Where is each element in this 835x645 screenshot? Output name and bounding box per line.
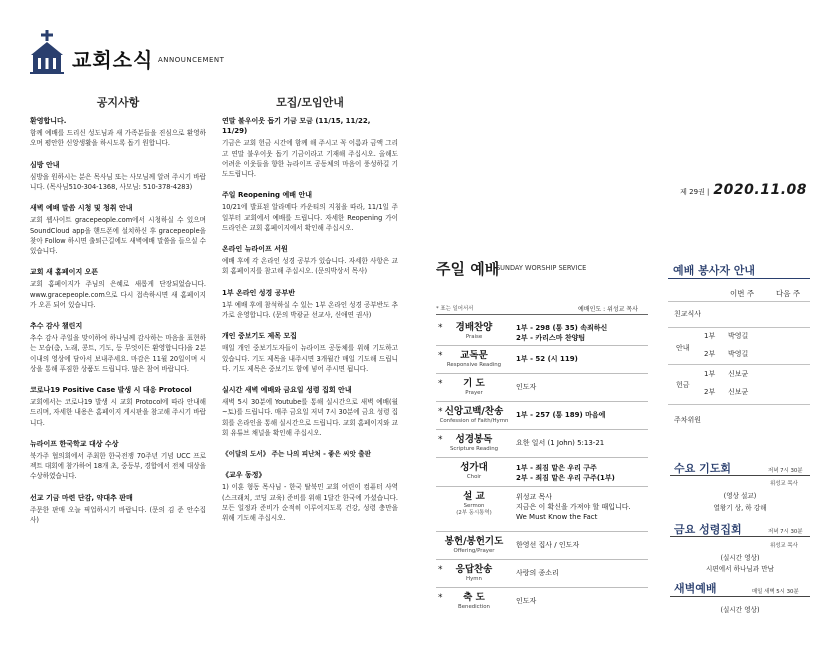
notice-body: 새벽 5시 30분에 Youtube를 통해 실시간으로 새벽 예배(월~토)를 드립니다. 매주 금요일 저녁 7시 30분에 금요 성령 집회를 온라인을 통해 실시간으로 드립니다. 교회 홈페이지와 교회 유튜브 채널을 확인해 주십시오. [222, 398, 399, 437]
divider [436, 559, 648, 560]
notice-body: 함께 예배를 드리신 성도님과 새 가족분들을 진심으로 환영하오며 평안한 신앙생활을 하시도록 돕기 원합니다. [30, 129, 206, 148]
order-item-english: Benediction [458, 604, 490, 610]
detail-line: 1부 - 298 (통 35) 속죄하신 [516, 324, 608, 332]
detail-line: We Must Know the Fact [516, 513, 598, 521]
order-item-english: Responsive Reading [446, 362, 502, 368]
usher-label: 안내 [676, 344, 690, 352]
notice-title: 교회 새 홈페이지 오픈 [30, 268, 99, 277]
column-this-week: 이번 주 [730, 289, 755, 298]
meeting-time: 저녁 7시 30분 [768, 468, 803, 474]
standing-mark: * [438, 323, 443, 333]
meeting-topic: 시편에서 하나님과 만남 [706, 565, 774, 573]
detail-line: 한영선 집사 / 인도자 [516, 541, 580, 549]
worship-subtitle: SUNDAY WORSHIP SERVICE [496, 264, 587, 272]
notice-item [222, 190, 398, 233]
meeting-topic: 열왕기 상, 하 강해 [713, 504, 767, 512]
notice-body: 주문한 판매 오늘 픽업하시기 바랍니다. (문의 김 준 안수집사) [30, 505, 206, 525]
order-item-name: 설 교 [463, 491, 485, 502]
notice-item [30, 160, 206, 193]
detail-line: 1부 - 죄짐 맡은 우리 구주 [516, 464, 597, 472]
issue-volume: 제 29권 | [680, 188, 710, 196]
notice-title: 환영합니다. [30, 117, 67, 125]
notice-body: 북가주 협의회에서 주최한 한국전쟁 70주년 기념 UCC 프로젝트 대회에 참가하여 18개 초, 중등부, 경합에서 전체 대상을 수상하였습니다. [30, 452, 206, 481]
usher-name: 박영길 [728, 350, 749, 358]
notice-title: 1부 온라인 성경 공부반 [222, 288, 296, 297]
order-item-detail [516, 354, 578, 364]
detail-line: 인도자 [516, 383, 537, 391]
notices-column [30, 116, 206, 536]
detail-line: 2부 - 카리스마 찬양팀 [516, 334, 586, 342]
notice-item [222, 449, 398, 459]
notice-item [222, 116, 398, 179]
order-item-name: 성경봉독 [455, 434, 493, 445]
notice-body: 기금은 교회 헌금 시간에 함께 해 주시고 꼭 이름과 금액 그리고 연말 불우이웃 돕기 기금이라고 기재해 주십시오. 올해도 어려운 이웃들을 향한 뉴라이프 공동체의 마음이 풍성하길 기도드립니다. [222, 139, 398, 179]
detail-line: 지금은 이 확신을 가져야 할 때입니다. [516, 503, 631, 511]
issue-date: 2020.11.08 [713, 182, 807, 198]
notice-body: 심방을 원하시는 분은 목사님 또는 사모님께 알려 주시기 바랍니다. (목사님510-304-1368, 사모님: 510-378-4283) [30, 172, 207, 192]
order-item-english: Sermon [463, 503, 485, 509]
meeting-time: 저녁 7시 30분 [768, 529, 803, 535]
order-item-detail [516, 492, 631, 522]
divider [436, 345, 648, 346]
notice-item [30, 439, 206, 482]
notice-title: 연말 불우이웃 돕기 기금 모금 (11/15, 11/22, 11/29) [222, 117, 371, 136]
order-item-detail [516, 410, 605, 420]
volunteers-title: 예배 봉사자 안내 [673, 264, 756, 277]
usher-name: 박영길 [728, 332, 749, 340]
offering-part: 2부 [704, 388, 716, 396]
standing-mark: * [438, 435, 443, 445]
volunteers-table [668, 278, 810, 434]
usher-part: 1부 [704, 332, 716, 340]
usher-part: 2부 [704, 350, 716, 358]
meeting-mode: (실시간 영상) [720, 606, 760, 614]
detail-line: 2부 - 죄짐 맡은 우리 구주(1부) [516, 474, 615, 482]
offering-part: 1부 [704, 370, 716, 378]
meeting-title: 수요 기도회 [674, 462, 731, 475]
meeting-title: 새벽예배 [674, 582, 717, 595]
divider [436, 486, 648, 487]
detail-line: 위성교 목사 [516, 493, 553, 501]
notice-title: 추수 감사 챌린지 [30, 322, 83, 331]
order-item-name: 응답찬송 [455, 564, 493, 575]
issue-info [680, 182, 807, 198]
order-item-english: Offering/Prayer [453, 548, 495, 554]
order-item-name: 경배찬양 [455, 322, 493, 333]
standing-mark: * [438, 351, 443, 361]
offering-name: 신보균 [728, 370, 749, 378]
notice-item [222, 288, 398, 321]
order-item-name: 성가대 [460, 462, 488, 473]
meeting-time: 매일 새벽 5시 30분 [752, 589, 799, 595]
notice-item [30, 385, 206, 428]
book-of-month: 《이달의 도서》 주는 나의 피난처 - 좋은 씨앗 출판 [222, 450, 371, 459]
divider [436, 373, 648, 374]
standing-mark: * [438, 565, 443, 575]
divider [668, 404, 810, 405]
page-subtitle: ANNOUNCEMENT [158, 56, 225, 64]
divider [670, 475, 810, 476]
divider [670, 596, 810, 597]
divider [436, 429, 648, 430]
standing-note: * 표는 일어서서 [436, 306, 474, 312]
order-item-english: Prayer [465, 390, 483, 396]
notice-title: 심방 안내 [30, 160, 60, 169]
worship-leader: 예배인도 : 위성교 목사 [578, 306, 638, 313]
detail-line: 1부 - 257 (통 189) 마음에 [516, 411, 606, 419]
order-item-detail [516, 540, 579, 550]
order-item-detail [516, 596, 536, 606]
notice-title: 온라인 뉴라이프 서원 [222, 245, 288, 254]
notice-item [30, 321, 206, 374]
divider [668, 364, 810, 365]
standing-mark: * [438, 593, 443, 603]
detail-line: 인도자 [516, 597, 537, 605]
meeting-mode: (실시간 영상) [720, 554, 760, 562]
notice-body: 추수 감사 주일을 맞이하여 하나님께 감사하는 마음을 표현하는 모습(춤, 노래, 콩트, 기도, 등 무엇이든 환영합니다)을 2분 이내의 영상에 담아서 보내주세요. 마감은 11월 20일이며 시상을 통해 푸짐한 상품도 드립니다. 많은 참여 바랍니다. [30, 334, 206, 373]
notice-body: 10/21에 발표된 알라메다 카운티의 지침을 따라, 11/1일 주일부터 교회에서 예배를 드립니다. 자세한 Reopening 가이드라인은 교회 홈페이지에서 확인해 주십시오. [222, 203, 398, 232]
notice-title: 뉴라이프 한국학교 대상 수상 [30, 439, 119, 448]
order-item-english: Confession of Faith/Hymn [439, 418, 509, 424]
order-item-detail [516, 438, 604, 448]
church-building-icon [30, 30, 64, 74]
order-item-name: 봉헌/봉헌기도 [444, 536, 504, 547]
divider [436, 531, 648, 532]
order-item-note: (2부 동시통역) [456, 510, 492, 516]
notice-item [222, 244, 398, 277]
greeter-label: 친교식사 [674, 310, 702, 318]
order-item-detail [516, 323, 607, 343]
detail-line: 요한 일서 (1 John) 5:13-21 [516, 439, 605, 447]
order-item-english: Scripture Reading [449, 446, 499, 452]
page-title: 교회소식 [72, 48, 154, 72]
divider [436, 401, 648, 402]
worship-title: 주일 예배 [436, 260, 500, 278]
notice-body: 교회 홈페이지가 주님의 은혜로 새롭게 단장되었습니다. www.gracepeople.com으로 다시 접속하시면 새 홈페이지가 오픈 되어 있습니다. [30, 280, 206, 309]
detail-line: 1부 - 52 (시 119) [516, 355, 578, 363]
order-item-name: 신앙고백/찬송 [444, 406, 504, 417]
column-next-week: 다음 주 [776, 289, 801, 298]
parking-label: 주차위원 [674, 416, 702, 424]
meeting-mode: (영상 설교) [723, 492, 757, 500]
divider [436, 587, 648, 588]
meetings-heading: 모집/모임안내 [276, 96, 344, 109]
notices-heading: 공지사항 [96, 96, 140, 109]
offering-label: 헌금 [676, 381, 690, 389]
notice-title: 《교우 동정》 [222, 471, 266, 480]
order-item-english: Choir [466, 474, 482, 480]
notice-title: 선교 기금 마련 단감, 약대추 판매 [30, 493, 133, 502]
meetings-column [222, 116, 398, 534]
notice-title: 새벽 예배 말씀 시청 및 청취 안내 [30, 204, 133, 213]
order-item-name: 교독문 [460, 350, 488, 361]
notice-item [30, 203, 206, 256]
divider [670, 536, 810, 537]
notice-item [222, 385, 398, 438]
notice-body: 1부 예배 후에 참석하실 수 있는 1부 온라인 성경 공부반도 추가로 운영합니다. (문의 박광균 선교사, 신애연 권사) [222, 300, 398, 320]
divider [668, 327, 810, 328]
order-item-english: Praise [465, 334, 483, 340]
order-item-name: 축 도 [463, 592, 485, 603]
notice-body: 교회 웹사이트 gracepeople.com에서 시청하실 수 있으며 SoundCloud app을 핸드폰에 설치하신 후 gracepeople을 찾아 Follow 하시면 출퇴근길에도 새벽예배 말씀을 들으실 수 있습니다. [30, 216, 206, 256]
notice-body: 교회에서는 코로나19 발생 시 교회 Protocol에 따라 안내해 드리며, 자세한 내용은 홈페이지 게시판을 참고해 주시기 바랍니다. [30, 398, 207, 427]
notice-body: 매일 개인 중보기도자들이 뉴라이프 공동체를 위해 기도하고 있습니다. 기도 제목을 내주시면 3개월간 매일 기도해 드립니다. 기도 제목은 중보기도 함에 넣어 주시면 됩니다. [222, 344, 398, 373]
order-item-detail [516, 382, 536, 392]
order-item-detail [516, 463, 615, 483]
notice-body: 1) 이훈 형동 목사님 - 한국 탈북민 교회 어린이 컴퓨터 사역(스크래치, 코딩 교육) 준비를 위해 1달간 한국에 가셨습니다. 모든 일정과 준비가 순적히 이루어지도록 건강, 성령 충만을 위해 기도해 주십시오. [222, 483, 398, 523]
divider [436, 457, 648, 458]
standing-mark: * [438, 379, 443, 389]
standing-mark: * [438, 407, 443, 417]
offering-name: 신보균 [728, 388, 749, 396]
notice-item [30, 267, 206, 310]
notice-title: 주일 Reopening 예배 안내 [222, 191, 312, 200]
notice-body: 예배 후에 각 온라인 성경 공부가 있습니다. 자세한 사항은 교회 홈페이지를 참고해 주십시오. (문의박상서 목사) [222, 257, 398, 276]
divider [668, 301, 810, 302]
divider [436, 314, 648, 315]
notice-title: 개인 중보기도 제목 모집 [222, 332, 297, 341]
notice-item [30, 116, 206, 149]
notice-item [222, 470, 398, 523]
notice-title: 코로나19 Positive Case 발생 시 대응 Protocol [30, 386, 192, 395]
meeting-leader: 위성교 목사 [770, 543, 798, 549]
order-item-english: Hymn [466, 576, 482, 582]
meeting-title: 금요 성령집회 [674, 523, 742, 536]
notice-item [222, 331, 398, 374]
order-item-detail [516, 568, 559, 578]
notice-item [30, 493, 206, 526]
notice-title: 실시간 새벽 예배와 금요일 성령 집회 안내 [222, 386, 352, 395]
detail-line: 사랑의 종소리 [516, 569, 559, 577]
order-item-name: 기 도 [463, 378, 485, 389]
meeting-leader: 위성교 목사 [770, 481, 798, 487]
